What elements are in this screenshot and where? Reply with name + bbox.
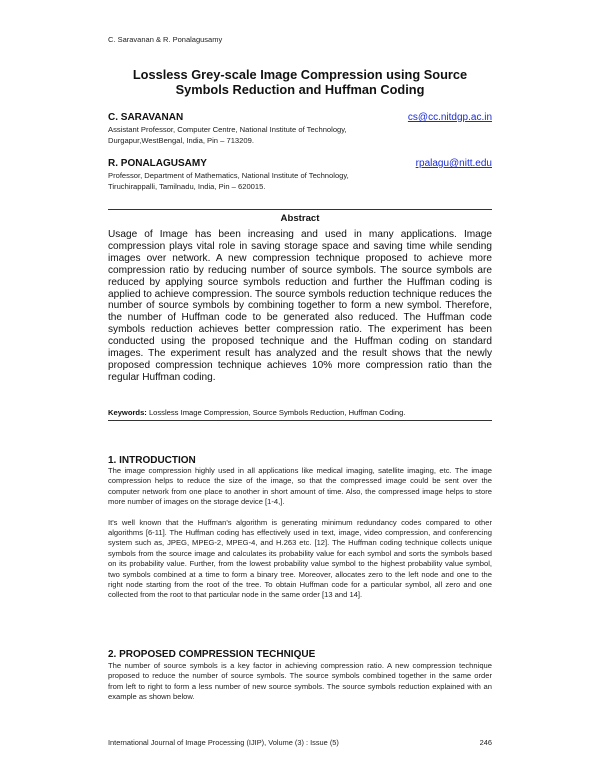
author-name-1: C. SARAVANAN xyxy=(108,112,184,123)
page-footer xyxy=(108,738,492,747)
author-name-2: R. PONALAGUSAMY xyxy=(108,158,207,169)
author-email-2[interactable]: rpalagu@nitt.edu xyxy=(415,158,492,169)
author-email-1[interactable]: cs@cc.nitdgp.ac.in xyxy=(407,112,492,123)
section-heading-introduction: 1. INTRODUCTION xyxy=(108,455,196,466)
paragraph: The image compression highly used in all applications like medical imaging, satellite imaging, etc. The image compression helps to reduce the size of the image, so that the compressed image could be sent over the computer network from one place to another in short amount of time. Also, the compressed image helps to store more number of images on the storage device [1-4,]. xyxy=(108,466,492,507)
paragraph: It's well known that the Huffman's algorithm is generating minimum redundancy codes compared to other algorithms [6-11]. The Huffman coding has effectively used in text, image, video compression, and conferencing system such as, JPEG, MPEG-2, MPEG-4, and H.263 etc. [12]. The Huffman coding technique collects unique symbols from the source image and calculates its probability value for each symbol and sorts the symbols based on its probability value. Further, from the lowest probability value symbol to the highest probability value symbol, two symbols combined at a time to form a binary tree. Moreover, allocates zero to the left node and one to the right node starting from the root of the tree. To obtain Huffman code for a particular symbol, all zero and one collected from the root to that particular node in the same order [13 and 14]. xyxy=(108,517,492,600)
abstract-heading: Abstract xyxy=(280,213,320,224)
affiliation-line: Assistant Professor, Computer Centre, National Institute of Technology, xyxy=(108,125,347,134)
section-body-introduction xyxy=(108,466,492,601)
keywords xyxy=(108,408,492,421)
keywords-text: Lossless Image Compression, Source Symbols Reduction, Huffman Coding. xyxy=(146,408,406,417)
author-affiliation-2 xyxy=(108,170,492,192)
affiliation-line: Durgapur,WestBengal, India, Pin – 713209. xyxy=(108,136,254,145)
running-header: C. Saravanan & R. Ponalagusamy xyxy=(108,35,223,44)
section-heading-proposed: 2. PROPOSED COMPRESSION TECHNIQUE xyxy=(108,649,316,660)
affiliation-line: Professor, Department of Mathematics, National Institute of Technology, xyxy=(108,171,349,180)
affiliation-line: Tiruchirappalli, Tamilnadu, India, Pin – 620015. xyxy=(108,182,266,191)
section-body-proposed xyxy=(108,661,492,703)
keywords-label: Keywords: xyxy=(108,408,147,417)
page-number: 246 xyxy=(479,738,492,747)
paper-title: Lossless Grey-scale Image Compression using Source Symbols Reduction and Huffman Coding xyxy=(132,67,468,97)
paragraph: The number of source symbols is a key factor in achieving compression ratio. A new compression technique proposed to reduce the number of source symbols. The source symbols combined together in the same order from left to right to form a less number of new source symbols. The source symbols reduction explained with an example as shown below. xyxy=(108,661,492,702)
author-affiliation-1 xyxy=(108,124,492,146)
footer-journal: International Journal of Image Processing (IJIP), Volume (3) : Issue (5) xyxy=(108,738,339,747)
abstract-text: Usage of Image has been increasing and used in many applications. Image compression plays vital role in saving storage space and saving time while sending images over network. A new compression technique proposed to achieve more compression ratio by reducing number of source symbols. The source symbols are reduced by applying source symbols reduction and further the Huffman coding is applied to achieve compression. The source symbols reduction technique reduces the number of source symbols by combining together to form a new symbol. Therefore, the number of Huffman code to be generated also reduced. The Huffman code symbols reduction achieves better compression ratio. The experiment has been conducted using the proposed technique and the Huffman coding on standard images. The experiment result has analyzed and the result shows that the newly proposed compression technique achieves 10% more compression ratio than the regular Huffman coding. xyxy=(108,229,492,383)
abstract-section xyxy=(108,209,492,422)
